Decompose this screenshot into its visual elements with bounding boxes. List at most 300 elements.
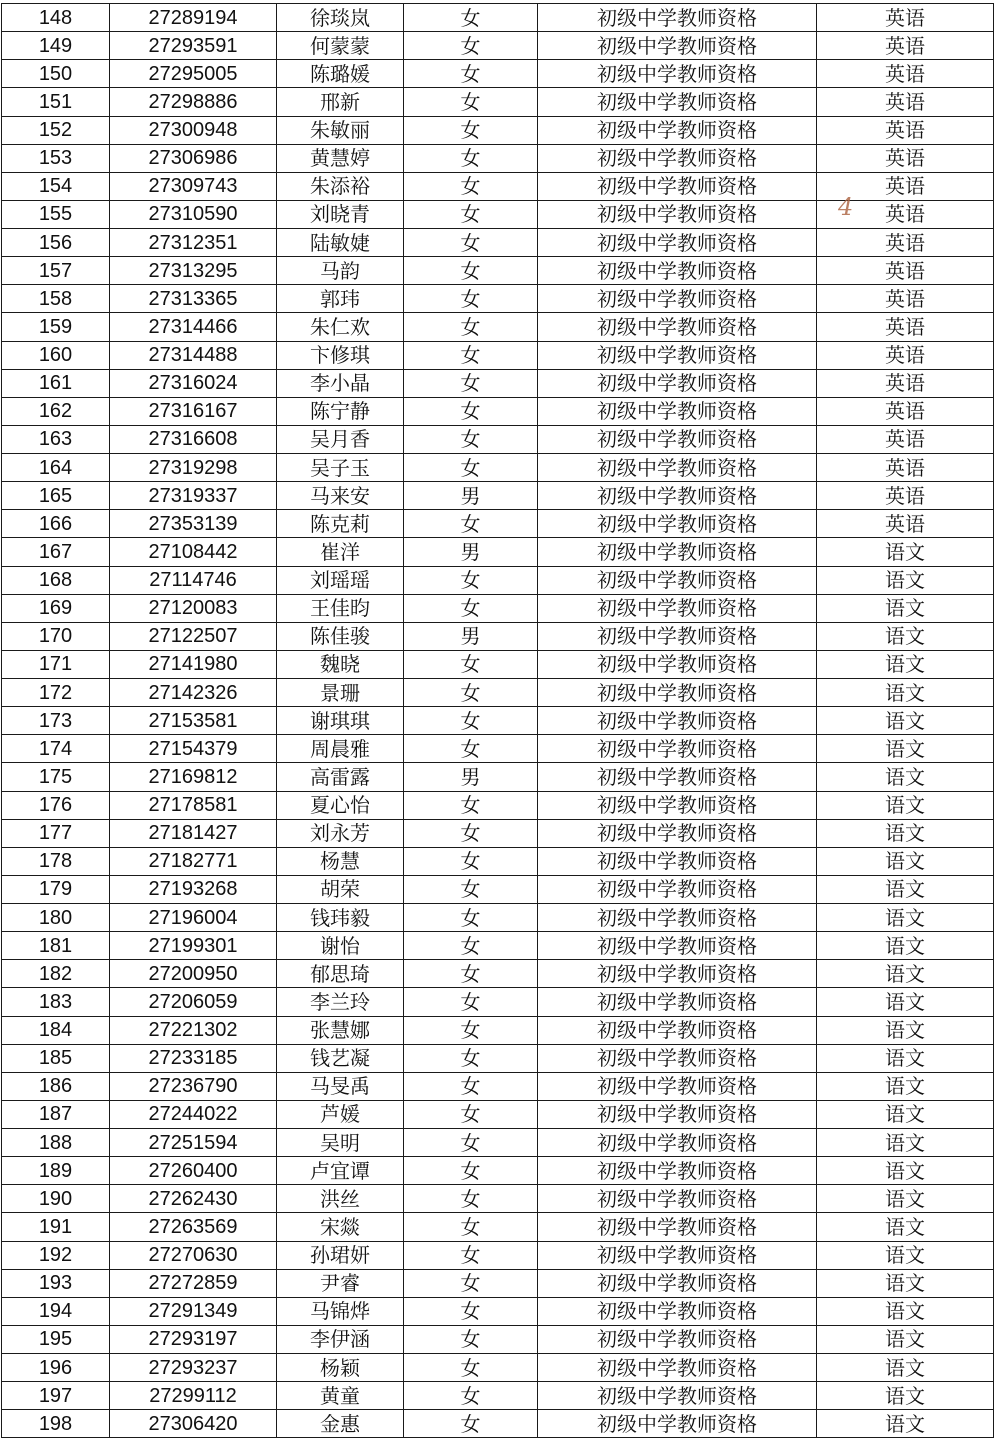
certificate-type-cell: 初级中学教师资格 bbox=[538, 1213, 817, 1241]
gender-cell: 女 bbox=[404, 735, 538, 763]
candidate-id-cell: 27251594 bbox=[110, 1129, 277, 1157]
candidate-name-cell: 杨颖 bbox=[277, 1354, 404, 1382]
subject-cell: 语文 bbox=[817, 1100, 994, 1128]
subject-cell: 语文 bbox=[817, 1016, 994, 1044]
candidate-name-cell: 邢新 bbox=[277, 88, 404, 116]
candidate-name-cell: 钱玮毅 bbox=[277, 904, 404, 932]
row-number-cell: 155 bbox=[2, 200, 110, 228]
candidate-id-cell: 27313365 bbox=[110, 285, 277, 313]
row-number-cell: 156 bbox=[2, 229, 110, 257]
candidate-name-cell: 胡荣 bbox=[277, 875, 404, 903]
certificate-type-cell: 初级中学教师资格 bbox=[538, 482, 817, 510]
candidate-id-cell: 27353139 bbox=[110, 510, 277, 538]
row-number-cell: 170 bbox=[2, 622, 110, 650]
certificate-type-cell: 初级中学教师资格 bbox=[538, 1354, 817, 1382]
subject-cell: 语文 bbox=[817, 960, 994, 988]
candidate-name-cell: 芦媛 bbox=[277, 1100, 404, 1128]
certificate-type-cell: 初级中学教师资格 bbox=[538, 988, 817, 1016]
table-row bbox=[2, 538, 994, 566]
subject-cell: 语文 bbox=[817, 538, 994, 566]
certificate-type-cell: 初级中学教师资格 bbox=[538, 1072, 817, 1100]
subject-cell: 语文 bbox=[817, 1325, 994, 1353]
row-number-cell: 148 bbox=[2, 4, 110, 32]
row-number-cell: 159 bbox=[2, 313, 110, 341]
subject-cell: 语文 bbox=[817, 1072, 994, 1100]
table-row bbox=[2, 1185, 994, 1213]
candidate-id-cell: 27244022 bbox=[110, 1100, 277, 1128]
subject-cell: 语文 bbox=[817, 932, 994, 960]
candidate-name-cell: 杨慧 bbox=[277, 847, 404, 875]
candidate-id-cell: 27263569 bbox=[110, 1213, 277, 1241]
candidate-id-cell: 27169812 bbox=[110, 763, 277, 791]
table-row bbox=[2, 847, 994, 875]
gender-cell: 女 bbox=[404, 32, 538, 60]
gender-cell: 女 bbox=[404, 1044, 538, 1072]
candidate-id-cell: 27298886 bbox=[110, 88, 277, 116]
table-row bbox=[2, 791, 994, 819]
row-number-cell: 154 bbox=[2, 172, 110, 200]
candidate-id-cell: 27120083 bbox=[110, 594, 277, 622]
candidate-name-cell: 陈克莉 bbox=[277, 510, 404, 538]
row-number-cell: 197 bbox=[2, 1382, 110, 1410]
row-number-cell: 150 bbox=[2, 60, 110, 88]
gender-cell: 女 bbox=[404, 1382, 538, 1410]
certificate-type-cell: 初级中学教师资格 bbox=[538, 1382, 817, 1410]
candidate-name-cell: 陈璐媛 bbox=[277, 60, 404, 88]
table-row bbox=[2, 88, 994, 116]
row-number-cell: 185 bbox=[2, 1044, 110, 1072]
gender-cell: 女 bbox=[404, 819, 538, 847]
gender-cell: 女 bbox=[404, 1100, 538, 1128]
subject-cell: 语文 bbox=[817, 1382, 994, 1410]
subject-cell: 英语 bbox=[817, 482, 994, 510]
row-number-cell: 184 bbox=[2, 1016, 110, 1044]
gender-cell: 女 bbox=[404, 425, 538, 453]
row-number-cell: 182 bbox=[2, 960, 110, 988]
candidate-id-cell: 27293237 bbox=[110, 1354, 277, 1382]
table-row bbox=[2, 1269, 994, 1297]
row-number-cell: 198 bbox=[2, 1410, 110, 1438]
certificate-type-cell: 初级中学教师资格 bbox=[538, 32, 817, 60]
subject-cell: 英语 bbox=[817, 425, 994, 453]
subject-cell: 语文 bbox=[817, 875, 994, 903]
candidate-id-cell: 27206059 bbox=[110, 988, 277, 1016]
row-number-cell: 166 bbox=[2, 510, 110, 538]
candidate-id-cell: 27295005 bbox=[110, 60, 277, 88]
subject-cell: 英语 bbox=[817, 257, 994, 285]
gender-cell: 男 bbox=[404, 482, 538, 510]
subject-cell: 语文 bbox=[817, 594, 994, 622]
row-number-cell: 175 bbox=[2, 763, 110, 791]
page-number-mark: 4 bbox=[838, 193, 854, 221]
certificate-type-cell: 初级中学教师资格 bbox=[538, 904, 817, 932]
candidate-name-cell: 马韵 bbox=[277, 257, 404, 285]
candidate-name-cell: 吴月香 bbox=[277, 425, 404, 453]
certificate-type-cell: 初级中学教师资格 bbox=[538, 763, 817, 791]
certificate-type-cell: 初级中学教师资格 bbox=[538, 1044, 817, 1072]
candidate-id-cell: 27270630 bbox=[110, 1241, 277, 1269]
gender-cell: 女 bbox=[404, 1129, 538, 1157]
certificate-type-cell: 初级中学教师资格 bbox=[538, 4, 817, 32]
certificate-type-cell: 初级中学教师资格 bbox=[538, 285, 817, 313]
gender-cell: 女 bbox=[404, 257, 538, 285]
gender-cell: 女 bbox=[404, 904, 538, 932]
subject-cell: 语文 bbox=[817, 1185, 994, 1213]
row-number-cell: 192 bbox=[2, 1241, 110, 1269]
gender-cell: 女 bbox=[404, 1297, 538, 1325]
table-row bbox=[2, 1354, 994, 1382]
gender-cell: 女 bbox=[404, 172, 538, 200]
row-number-cell: 188 bbox=[2, 1129, 110, 1157]
gender-cell: 女 bbox=[404, 1241, 538, 1269]
candidate-name-cell: 朱仁欢 bbox=[277, 313, 404, 341]
candidate-id-cell: 27260400 bbox=[110, 1157, 277, 1185]
row-number-cell: 179 bbox=[2, 875, 110, 903]
certificate-type-cell: 初级中学教师资格 bbox=[538, 116, 817, 144]
row-number-cell: 186 bbox=[2, 1072, 110, 1100]
candidate-name-cell: 刘晓青 bbox=[277, 200, 404, 228]
subject-cell: 语文 bbox=[817, 1129, 994, 1157]
certificate-type-cell: 初级中学教师资格 bbox=[538, 1410, 817, 1438]
candidate-id-cell: 27316608 bbox=[110, 425, 277, 453]
gender-cell: 女 bbox=[404, 60, 538, 88]
gender-cell: 男 bbox=[404, 622, 538, 650]
subject-cell: 语文 bbox=[817, 904, 994, 932]
gender-cell: 女 bbox=[404, 707, 538, 735]
row-number-cell: 181 bbox=[2, 932, 110, 960]
candidate-name-cell: 陈佳骏 bbox=[277, 622, 404, 650]
gender-cell: 女 bbox=[404, 875, 538, 903]
certificate-type-cell: 初级中学教师资格 bbox=[538, 454, 817, 482]
row-number-cell: 172 bbox=[2, 679, 110, 707]
subject-cell: 语文 bbox=[817, 1354, 994, 1382]
table-row bbox=[2, 1325, 994, 1353]
subject-cell: 英语 bbox=[817, 60, 994, 88]
certificate-type-cell: 初级中学教师资格 bbox=[538, 1016, 817, 1044]
candidate-name-cell: 卞修琪 bbox=[277, 341, 404, 369]
table-row bbox=[2, 510, 994, 538]
certificate-type-cell: 初级中学教师资格 bbox=[538, 1241, 817, 1269]
table-row bbox=[2, 904, 994, 932]
certificate-type-cell: 初级中学教师资格 bbox=[538, 369, 817, 397]
table-row bbox=[2, 60, 994, 88]
candidate-name-cell: 谢怡 bbox=[277, 932, 404, 960]
certificate-type-cell: 初级中学教师资格 bbox=[538, 791, 817, 819]
certificate-type-cell: 初级中学教师资格 bbox=[538, 397, 817, 425]
candidate-name-cell: 黄童 bbox=[277, 1382, 404, 1410]
certificate-type-cell: 初级中学教师资格 bbox=[538, 538, 817, 566]
gender-cell: 女 bbox=[404, 1354, 538, 1382]
candidate-name-cell: 马来安 bbox=[277, 482, 404, 510]
row-number-cell: 167 bbox=[2, 538, 110, 566]
candidate-id-cell: 27316167 bbox=[110, 397, 277, 425]
candidate-id-cell: 27153581 bbox=[110, 707, 277, 735]
subject-cell: 语文 bbox=[817, 679, 994, 707]
candidate-name-cell: 郭玮 bbox=[277, 285, 404, 313]
certificate-type-cell: 初级中学教师资格 bbox=[538, 200, 817, 228]
subject-cell: 语文 bbox=[817, 847, 994, 875]
certificate-type-cell: 初级中学教师资格 bbox=[538, 932, 817, 960]
candidate-name-cell: 卢宜谭 bbox=[277, 1157, 404, 1185]
table-row bbox=[2, 763, 994, 791]
gender-cell: 男 bbox=[404, 538, 538, 566]
gender-cell: 男 bbox=[404, 763, 538, 791]
candidate-name-cell: 周晨雅 bbox=[277, 735, 404, 763]
candidate-name-cell: 黄慧婷 bbox=[277, 144, 404, 172]
certificate-type-cell: 初级中学教师资格 bbox=[538, 510, 817, 538]
gender-cell: 女 bbox=[404, 1072, 538, 1100]
row-number-cell: 173 bbox=[2, 707, 110, 735]
candidate-name-cell: 钱艺凝 bbox=[277, 1044, 404, 1072]
table-row bbox=[2, 819, 994, 847]
certificate-type-cell: 初级中学教师资格 bbox=[538, 594, 817, 622]
gender-cell: 女 bbox=[404, 313, 538, 341]
table-row bbox=[2, 1213, 994, 1241]
subject-cell: 英语 bbox=[817, 32, 994, 60]
table-row bbox=[2, 229, 994, 257]
row-number-cell: 176 bbox=[2, 791, 110, 819]
candidate-name-cell: 金惠 bbox=[277, 1410, 404, 1438]
subject-cell: 语文 bbox=[817, 988, 994, 1016]
candidate-id-cell: 27122507 bbox=[110, 622, 277, 650]
candidate-id-cell: 27196004 bbox=[110, 904, 277, 932]
table-row bbox=[2, 679, 994, 707]
candidate-name-cell: 刘瑶瑶 bbox=[277, 566, 404, 594]
subject-cell: 英语 bbox=[817, 88, 994, 116]
gender-cell: 女 bbox=[404, 88, 538, 116]
table-row bbox=[2, 285, 994, 313]
gender-cell: 女 bbox=[404, 229, 538, 257]
row-number-cell: 160 bbox=[2, 341, 110, 369]
subject-cell: 英语 bbox=[817, 172, 994, 200]
candidate-id-cell: 27319337 bbox=[110, 482, 277, 510]
gender-cell: 女 bbox=[404, 960, 538, 988]
subject-cell: 英语 bbox=[817, 200, 994, 228]
subject-cell: 语文 bbox=[817, 1213, 994, 1241]
certificate-type-cell: 初级中学教师资格 bbox=[538, 1185, 817, 1213]
subject-cell: 语文 bbox=[817, 622, 994, 650]
subject-cell: 语文 bbox=[817, 1297, 994, 1325]
table-row bbox=[2, 1382, 994, 1410]
candidate-id-cell: 27141980 bbox=[110, 650, 277, 678]
candidate-name-cell: 魏晓 bbox=[277, 650, 404, 678]
table-row bbox=[2, 257, 994, 285]
candidate-name-cell: 陆敏婕 bbox=[277, 229, 404, 257]
row-number-cell: 189 bbox=[2, 1157, 110, 1185]
gender-cell: 女 bbox=[404, 594, 538, 622]
certificate-type-cell: 初级中学教师资格 bbox=[538, 229, 817, 257]
subject-cell: 英语 bbox=[817, 285, 994, 313]
gender-cell: 女 bbox=[404, 510, 538, 538]
candidate-id-cell: 27114746 bbox=[110, 566, 277, 594]
candidate-id-cell: 27316024 bbox=[110, 369, 277, 397]
candidate-id-cell: 27193268 bbox=[110, 875, 277, 903]
gender-cell: 女 bbox=[404, 847, 538, 875]
row-number-cell: 190 bbox=[2, 1185, 110, 1213]
gender-cell: 女 bbox=[404, 454, 538, 482]
subject-cell: 语文 bbox=[817, 1157, 994, 1185]
candidate-name-cell: 郁思琦 bbox=[277, 960, 404, 988]
gender-cell: 女 bbox=[404, 1185, 538, 1213]
certificate-type-cell: 初级中学教师资格 bbox=[538, 847, 817, 875]
candidate-id-cell: 27181427 bbox=[110, 819, 277, 847]
table-row bbox=[2, 32, 994, 60]
candidate-id-cell: 27289194 bbox=[110, 4, 277, 32]
subject-cell: 英语 bbox=[817, 341, 994, 369]
certificate-type-cell: 初级中学教师资格 bbox=[538, 172, 817, 200]
subject-cell: 英语 bbox=[817, 4, 994, 32]
candidate-id-cell: 27314466 bbox=[110, 313, 277, 341]
certificate-type-cell: 初级中学教师资格 bbox=[538, 88, 817, 116]
candidate-id-cell: 27178581 bbox=[110, 791, 277, 819]
table-row bbox=[2, 397, 994, 425]
table-row bbox=[2, 1157, 994, 1185]
certificate-type-cell: 初级中学教师资格 bbox=[538, 735, 817, 763]
subject-cell: 英语 bbox=[817, 116, 994, 144]
gender-cell: 女 bbox=[404, 1325, 538, 1353]
candidate-id-cell: 27108442 bbox=[110, 538, 277, 566]
row-number-cell: 177 bbox=[2, 819, 110, 847]
certificate-type-cell: 初级中学教师资格 bbox=[538, 1157, 817, 1185]
gender-cell: 女 bbox=[404, 1213, 538, 1241]
subject-cell: 语文 bbox=[817, 1269, 994, 1297]
table-row bbox=[2, 1016, 994, 1044]
certificate-type-cell: 初级中学教师资格 bbox=[538, 622, 817, 650]
candidate-id-cell: 27272859 bbox=[110, 1269, 277, 1297]
candidate-id-cell: 27309743 bbox=[110, 172, 277, 200]
subject-cell: 语文 bbox=[817, 566, 994, 594]
table-row bbox=[2, 735, 994, 763]
gender-cell: 女 bbox=[404, 791, 538, 819]
row-number-cell: 168 bbox=[2, 566, 110, 594]
table-row bbox=[2, 566, 994, 594]
row-number-cell: 163 bbox=[2, 425, 110, 453]
gender-cell: 女 bbox=[404, 200, 538, 228]
row-number-cell: 174 bbox=[2, 735, 110, 763]
candidate-name-cell: 崔洋 bbox=[277, 538, 404, 566]
certificate-type-cell: 初级中学教师资格 bbox=[538, 960, 817, 988]
candidate-name-cell: 李兰玲 bbox=[277, 988, 404, 1016]
subject-cell: 英语 bbox=[817, 510, 994, 538]
candidate-name-cell: 景珊 bbox=[277, 679, 404, 707]
table-row bbox=[2, 622, 994, 650]
row-number-cell: 161 bbox=[2, 369, 110, 397]
candidate-name-cell: 吴子玉 bbox=[277, 454, 404, 482]
table-row bbox=[2, 454, 994, 482]
table-row bbox=[2, 1410, 994, 1438]
table-row bbox=[2, 988, 994, 1016]
candidate-id-cell: 27262430 bbox=[110, 1185, 277, 1213]
table-row bbox=[2, 1044, 994, 1072]
row-number-cell: 151 bbox=[2, 88, 110, 116]
candidate-name-cell: 宋燚 bbox=[277, 1213, 404, 1241]
candidate-id-cell: 27200950 bbox=[110, 960, 277, 988]
table-row bbox=[2, 594, 994, 622]
table-row bbox=[2, 650, 994, 678]
row-number-cell: 169 bbox=[2, 594, 110, 622]
subject-cell: 语文 bbox=[817, 1410, 994, 1438]
gender-cell: 女 bbox=[404, 1157, 538, 1185]
table-row bbox=[2, 425, 994, 453]
candidate-name-cell: 陈宁静 bbox=[277, 397, 404, 425]
candidate-id-cell: 27142326 bbox=[110, 679, 277, 707]
gender-cell: 女 bbox=[404, 932, 538, 960]
row-number-cell: 171 bbox=[2, 650, 110, 678]
subject-cell: 语文 bbox=[817, 763, 994, 791]
row-number-cell: 196 bbox=[2, 1354, 110, 1382]
subject-cell: 英语 bbox=[817, 144, 994, 172]
candidate-name-cell: 谢琪琪 bbox=[277, 707, 404, 735]
row-number-cell: 183 bbox=[2, 988, 110, 1016]
candidate-id-cell: 27233185 bbox=[110, 1044, 277, 1072]
candidate-id-cell: 27182771 bbox=[110, 847, 277, 875]
candidate-name-cell: 朱添裕 bbox=[277, 172, 404, 200]
candidate-name-cell: 李小晶 bbox=[277, 369, 404, 397]
candidate-id-cell: 27306986 bbox=[110, 144, 277, 172]
subject-cell: 语文 bbox=[817, 1044, 994, 1072]
candidate-id-cell: 27291349 bbox=[110, 1297, 277, 1325]
row-number-cell: 178 bbox=[2, 847, 110, 875]
candidate-id-cell: 27319298 bbox=[110, 454, 277, 482]
certificate-type-cell: 初级中学教师资格 bbox=[538, 650, 817, 678]
candidate-id-cell: 27154379 bbox=[110, 735, 277, 763]
certificate-type-cell: 初级中学教师资格 bbox=[538, 566, 817, 594]
gender-cell: 女 bbox=[404, 285, 538, 313]
candidate-name-cell: 王佳昀 bbox=[277, 594, 404, 622]
table-row bbox=[2, 1100, 994, 1128]
table-row bbox=[2, 1072, 994, 1100]
row-number-cell: 153 bbox=[2, 144, 110, 172]
candidate-name-cell: 孙珺妍 bbox=[277, 1241, 404, 1269]
row-number-cell: 195 bbox=[2, 1325, 110, 1353]
candidate-name-cell: 尹睿 bbox=[277, 1269, 404, 1297]
certificate-type-cell: 初级中学教师资格 bbox=[538, 341, 817, 369]
subject-cell: 语文 bbox=[817, 707, 994, 735]
candidate-id-cell: 27310590 bbox=[110, 200, 277, 228]
certificate-type-cell: 初级中学教师资格 bbox=[538, 1100, 817, 1128]
row-number-cell: 158 bbox=[2, 285, 110, 313]
certificate-type-cell: 初级中学教师资格 bbox=[538, 707, 817, 735]
certificate-type-cell: 初级中学教师资格 bbox=[538, 819, 817, 847]
table-row bbox=[2, 116, 994, 144]
certificate-type-cell: 初级中学教师资格 bbox=[538, 1129, 817, 1157]
table-row bbox=[2, 960, 994, 988]
gender-cell: 女 bbox=[404, 650, 538, 678]
candidate-name-cell: 马旻禹 bbox=[277, 1072, 404, 1100]
subject-cell: 语文 bbox=[817, 1241, 994, 1269]
row-number-cell: 165 bbox=[2, 482, 110, 510]
certificate-type-cell: 初级中学教师资格 bbox=[538, 144, 817, 172]
candidate-name-cell: 刘永芳 bbox=[277, 819, 404, 847]
subject-cell: 语文 bbox=[817, 791, 994, 819]
candidate-id-cell: 27293591 bbox=[110, 32, 277, 60]
gender-cell: 女 bbox=[404, 4, 538, 32]
gender-cell: 女 bbox=[404, 1016, 538, 1044]
candidate-name-cell: 夏心怡 bbox=[277, 791, 404, 819]
row-number-cell: 162 bbox=[2, 397, 110, 425]
table-row bbox=[2, 1241, 994, 1269]
subject-cell: 语文 bbox=[817, 735, 994, 763]
table-row bbox=[2, 144, 994, 172]
table-row bbox=[2, 482, 994, 510]
certificate-type-cell: 初级中学教师资格 bbox=[538, 313, 817, 341]
candidate-id-cell: 27221302 bbox=[110, 1016, 277, 1044]
certificate-type-cell: 初级中学教师资格 bbox=[538, 679, 817, 707]
gender-cell: 女 bbox=[404, 1410, 538, 1438]
candidate-name-cell: 朱敏丽 bbox=[277, 116, 404, 144]
row-number-cell: 157 bbox=[2, 257, 110, 285]
gender-cell: 女 bbox=[404, 397, 538, 425]
